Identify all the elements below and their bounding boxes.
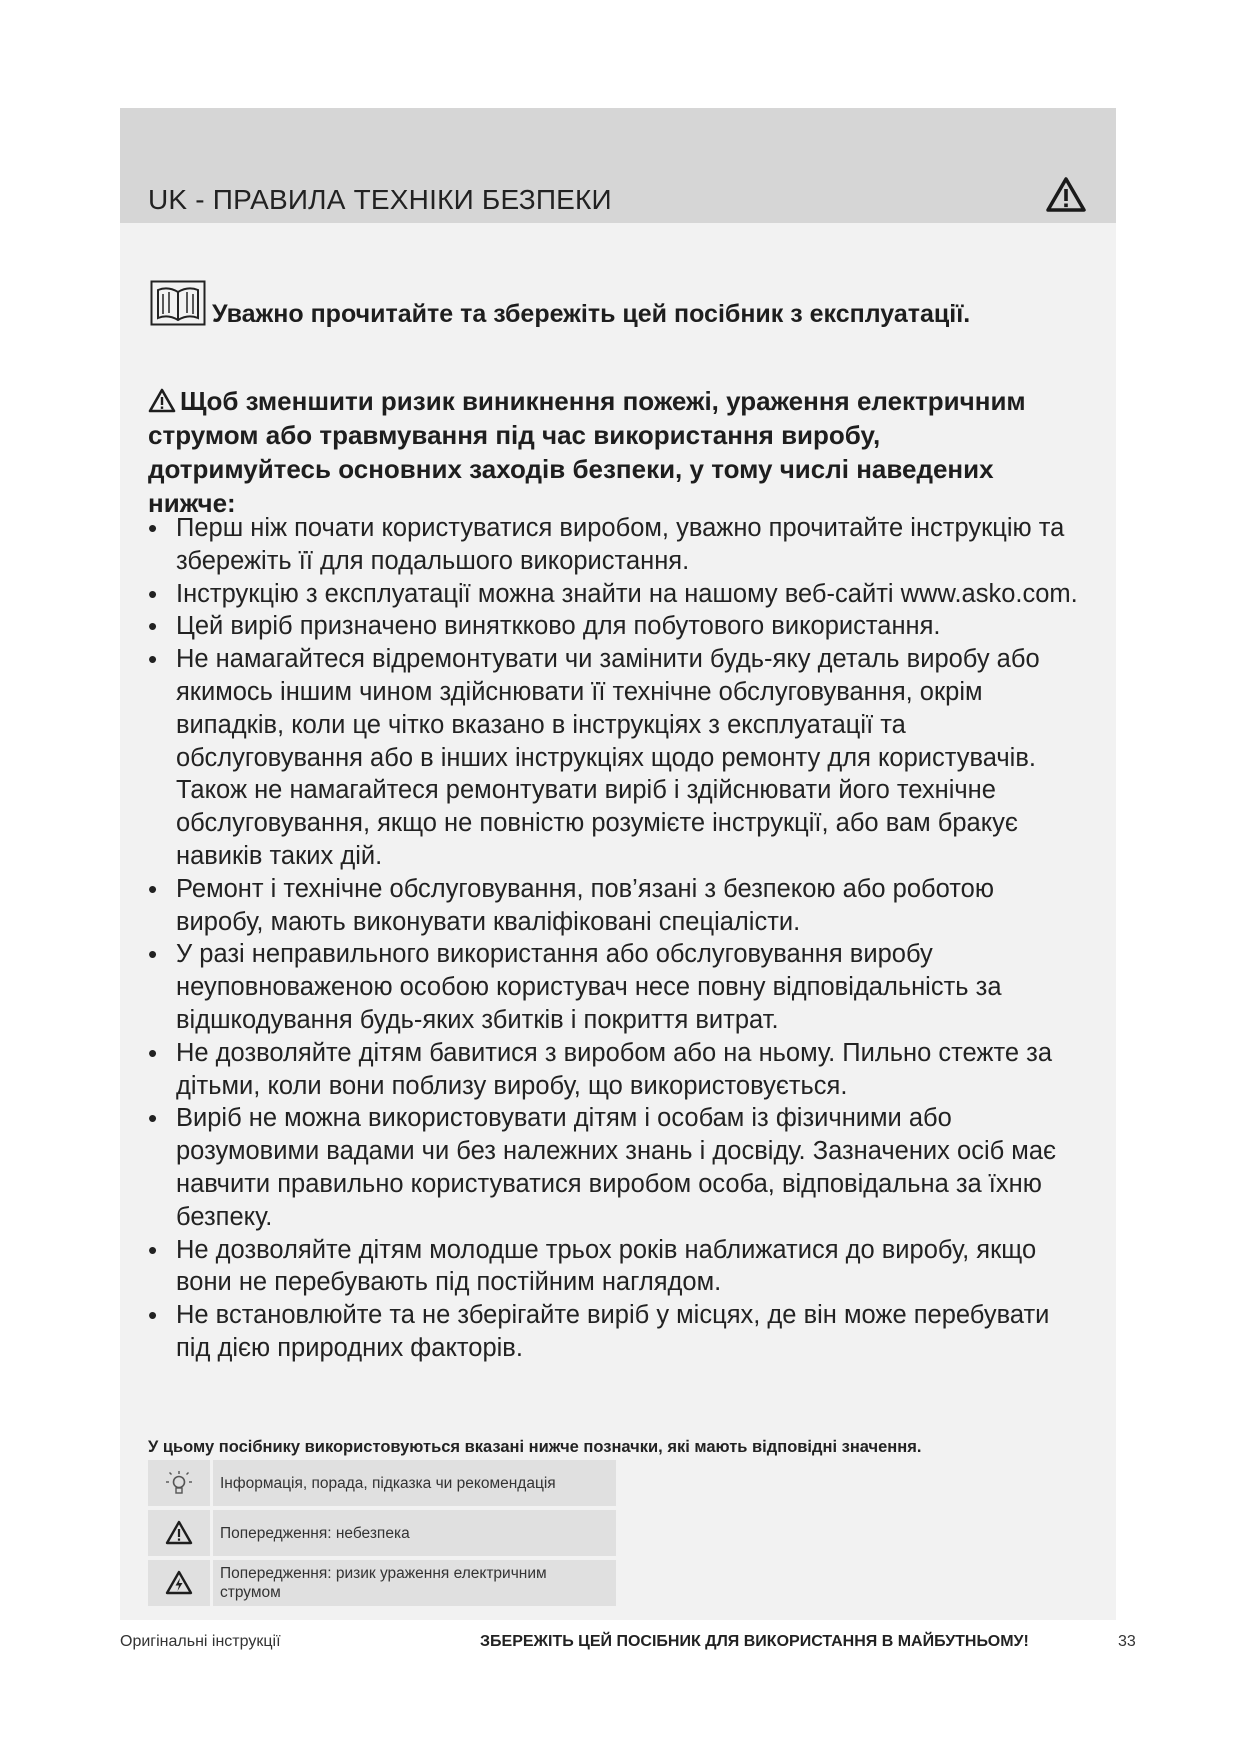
safety-panel — [120, 108, 1116, 1620]
legend-text: Попередження: ризик ураження електричним струмом — [220, 1565, 547, 1601]
book-icon — [150, 280, 206, 326]
list-item: • Цей виріб призначено виняткково для побутового використання. — [148, 610, 1078, 643]
electric-shock-warning-icon — [165, 1570, 193, 1596]
legend-text: Попередження: небезпека — [220, 1524, 410, 1542]
legend-icon-cell — [148, 1460, 213, 1506]
list-item: • Не встановлюйте та не зберігайте виріб у місцях, де він може перебувати під дією природних факторів. — [148, 1299, 1078, 1365]
safety-rules-list — [148, 512, 1078, 1365]
list-item: • Не дозволяйте дітям молодше трьох років наближатися до виробу, якщо вони не перебувають під постійним наглядом. — [148, 1234, 1078, 1300]
list-item: • Виріб не можна використовувати дітям і особам із фізичними або розумовими вадами чи без належних знань і досвіду. Зазначених осіб має навчити правильно користуватися виробом особа, відповідальна за їхню безпеку. — [148, 1102, 1078, 1233]
legend-icon-cell — [148, 1510, 213, 1556]
symbols-note: У цьому посібнику використовуються вказані нижче позначки, які мають відповідні значення. — [148, 1438, 922, 1456]
legend-row — [148, 1560, 616, 1606]
warning-triangle-icon — [148, 388, 176, 413]
read-manual-notice — [150, 278, 1110, 328]
footer-original-instructions: Оригінальні інструкції — [120, 1633, 281, 1650]
safety-intro — [148, 384, 1048, 520]
list-item: • У разі неправильного використання або обслуговування виробу неуповноваженою особою користувач несе повну відповідальність за відшкодування будь-яких збитків і покриття витрат. — [148, 938, 1078, 1036]
legend-icon-cell — [148, 1560, 213, 1606]
section-header — [120, 108, 1116, 223]
legend-row — [148, 1510, 616, 1556]
legend-text: Інформація, порада, підказка чи рекомендація — [220, 1474, 556, 1492]
safety-intro-text: Щоб зменшити ризик виникнення пожежі, ураження електричним струмом або травмування під час використання виробу, дотримуйтесь основних заходів безпеки, у тому числі наведених нижче: — [148, 386, 1026, 518]
legend-row — [148, 1460, 616, 1506]
list-item: • Ремонт і технічне обслуговування, пов’язані з безпекою або роботою виробу, мають виконувати кваліфіковані спеціалісти. — [148, 873, 1078, 939]
read-manual-text: Уважно прочитайте та збережіть цей посібник з експлуатації. — [212, 300, 971, 328]
page-number: 33 — [1118, 1633, 1136, 1650]
warning-triangle-icon — [1045, 176, 1087, 214]
list-item: • Інструкцію з експлуатації можна знайти на нашому веб-сайті www.asko.com. — [148, 578, 1078, 611]
footer-keep-manual: ЗБЕРЕЖІТЬ ЦЕЙ ПОСІБНИК ДЛЯ ВИКОРИСТАННЯ В МАЙБУТНЬОМУ! — [480, 1633, 1029, 1650]
warning-triangle-icon — [165, 1520, 193, 1546]
section-title: UK - ПРАВИЛА ТЕХНІКИ БЕЗПЕКИ — [148, 184, 612, 215]
list-item: • Не дозволяйте дітям бавитися з виробом або на ньому. Пильно стежте за дітьми, коли вони поблизу виробу, що використовується. — [148, 1037, 1078, 1103]
lightbulb-icon — [165, 1470, 193, 1498]
symbols-legend-table — [148, 1460, 616, 1610]
list-item: • Не намагайтеся відремонтувати чи замінити будь-яку деталь виробу або якимось іншим чином здійснювати її технічне обслуговування, окрім випадків, коли це чітко вказано в інструкціях з експлуатації та обслуговування або в інших інструкціях щодо ремонту для користувачів. Також не намагайтеся ремонтувати виріб і здійснювати його технічне обслуговування, якщо не повністю розумієте інструкції, або вам бракує навиків таких дій. — [148, 643, 1078, 873]
list-item: • Перш ніж почати користуватися виробом, уважно прочитайте інструкцію та збережіть її для подальшого використання. — [148, 512, 1078, 578]
